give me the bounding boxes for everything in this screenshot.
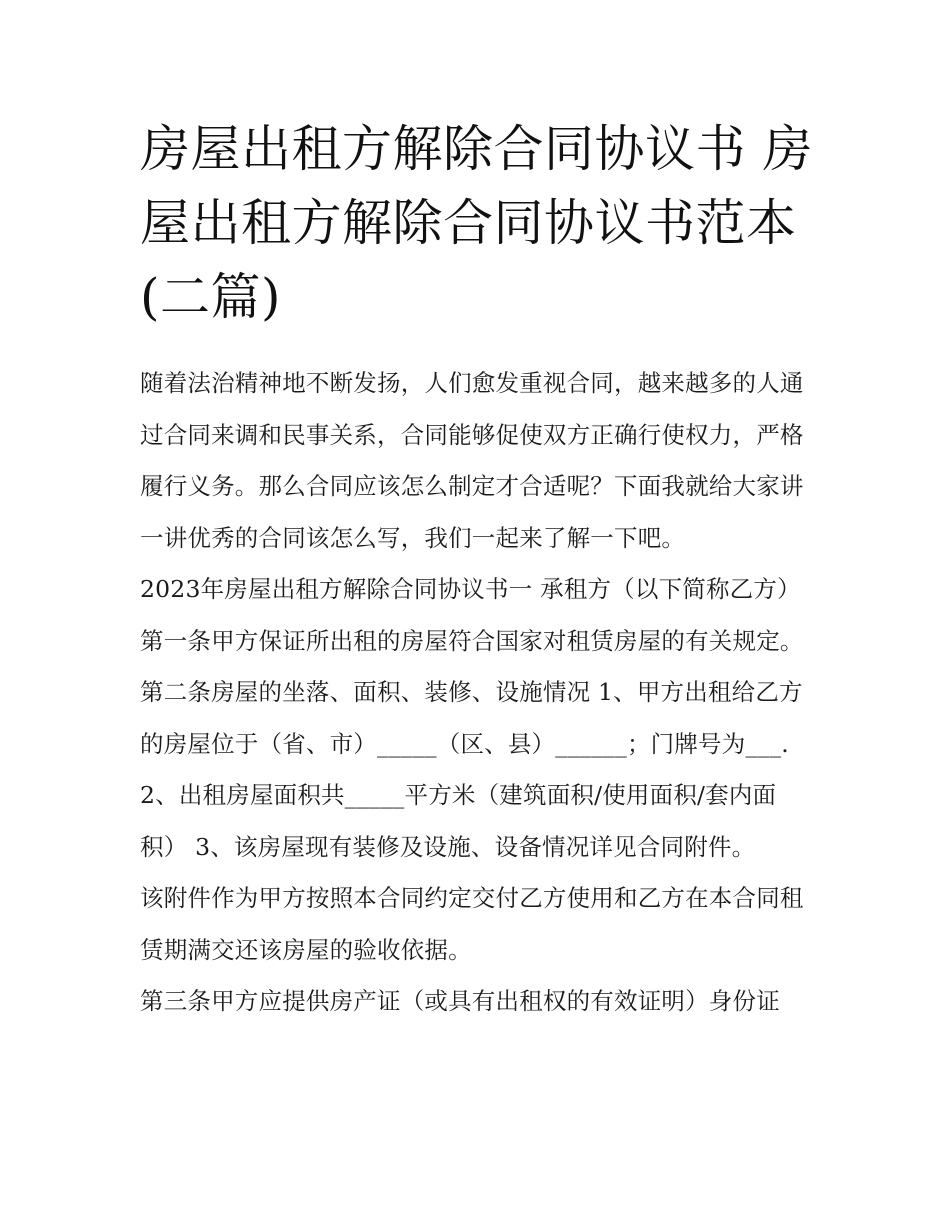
paragraph-attachment: 该附件作为甲方按照本合同约定交付乙方使用和乙方在本合同租赁期满交还该房屋的验收依据。 [140,884,804,964]
document-body [140,358,815,1028]
paragraph-article-3: 第三条甲方应提供房产证（或具有出租权的有效证明）身份证 [140,987,780,1015]
paragraph-contract-heading: 2023年房屋出租方解除合同协议书一 承租方（以下简称乙方） 第一条甲方保证所出租的房屋符合国家对租赁房屋的有关规定。 [140,575,804,655]
document-title: 房屋出租方解除合同协议书 房屋出租方解除合同协议书范本(二篇) [140,120,813,326]
paragraph-article-2: 第二条房屋的坐落、面积、装修、设施情况 1、甲方出租给乙方的房屋位于（省、市）_____（区、县）______；门牌号为___. [140,678,803,758]
paragraph-intro: 随着法治精神地不断发扬，人们愈发重视合同，越来越多的人通过合同来调和民事关系，合同能够促使双方正确行使权力，严格履行义务。那么合同应该怎么制定才合适呢？下面我就给大家讲一讲优秀的合同该怎么写，我们一起来了解一下吧。 [140,369,804,552]
paragraph-area: 2、出租房屋面积共_____平方米（建筑面积/使用面积/套内面积） 3、该房屋现有装修及设施、设备情况详见合同附件。 [140,781,777,861]
